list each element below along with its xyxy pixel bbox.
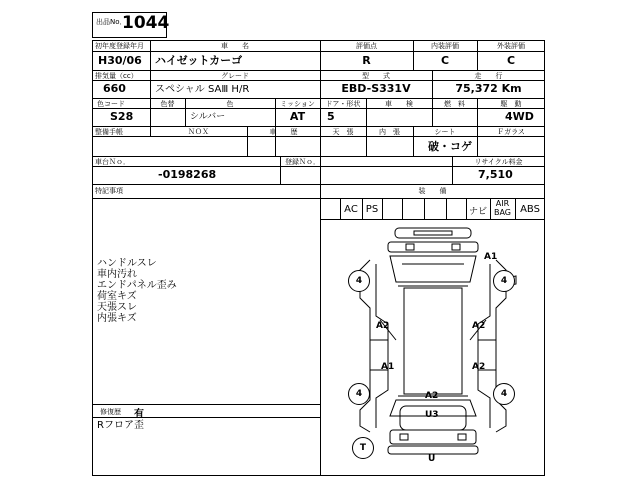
label-chassis: 車台Ｎｏ． xyxy=(95,158,130,166)
interior-value: C xyxy=(440,54,450,67)
chassis-value: -0198268 xyxy=(158,168,217,181)
color-value: シルバー xyxy=(190,112,226,122)
color-code-value: S28 xyxy=(110,110,134,123)
remark-line: エンドパネル歪み xyxy=(97,280,177,291)
label-upholstery: 内 張 xyxy=(379,128,400,136)
remark-line: ハンドルスレ xyxy=(97,258,157,269)
mileage-value: 75,372 Km xyxy=(455,82,522,95)
label-exterior: 外装評価 xyxy=(497,42,525,50)
label-grade: グレード xyxy=(221,72,249,80)
repair-value: 有 xyxy=(134,409,144,420)
reg-year-value: H30/06 xyxy=(98,54,142,67)
label-model: 型 式 xyxy=(362,72,390,80)
score-value: R xyxy=(362,54,371,67)
seat-value: 破・コゲ xyxy=(428,140,472,153)
car-diagram xyxy=(320,220,545,476)
equip-ac: AC xyxy=(344,204,358,215)
label-recycle: リサイクル料金 xyxy=(474,158,523,166)
equip-ps: PS xyxy=(365,204,379,215)
remark-line: 内張キズ xyxy=(97,313,137,324)
label-score: 評価点 xyxy=(356,42,377,50)
label-color-change: 色替 xyxy=(160,100,175,108)
equip-navi: ナビ xyxy=(468,207,487,217)
label-inspection: 車 検 xyxy=(385,100,413,108)
damage-mark: A2 xyxy=(425,391,439,401)
label-color-code: 色コード xyxy=(97,100,125,108)
label-color: 色 xyxy=(226,100,234,108)
damage-mark: U xyxy=(428,454,436,464)
label-history: 車 歴 xyxy=(269,128,298,136)
label-f-glass: Ｆガラス xyxy=(497,128,525,136)
label-interior: 内装評価 xyxy=(431,42,459,50)
label-maintenance-notes: 整備手帳 xyxy=(95,128,123,136)
remark-line: 天張スレ xyxy=(97,302,137,313)
label-repair: 修復歴 xyxy=(100,408,121,416)
damage-mark: A2 xyxy=(472,321,486,331)
label-reg-no: 登録Ｎｏ． xyxy=(285,158,320,166)
label-equipment: 装 備 xyxy=(418,187,447,195)
tire-front-left-mark: 4 xyxy=(348,270,370,292)
damage-mark: A1 xyxy=(484,252,498,262)
doors-value: 5 xyxy=(327,110,335,123)
damage-mark: A2 xyxy=(376,321,390,331)
remarks-list xyxy=(97,258,177,324)
label-car-name: 車 名 xyxy=(221,42,249,50)
label-doors: ドア・形状 xyxy=(325,100,361,108)
label-sunroof: 天 張 xyxy=(332,128,354,136)
label-fuel: 燃 料 xyxy=(444,100,465,108)
exterior-value: C xyxy=(506,54,516,67)
displacement-value: 660 xyxy=(103,82,126,95)
grade-value: スペシャル SAⅢ H/R xyxy=(155,84,250,95)
tire-rear-left-mark: 4 xyxy=(348,383,370,405)
label-seat: シート xyxy=(434,128,456,136)
remark-line: 車内汚れ xyxy=(97,269,137,280)
label-displacement: 排気量（cc） xyxy=(95,72,138,80)
damage-mark: A1 xyxy=(381,362,395,372)
tire-front-right-mark: 4 xyxy=(493,270,515,292)
model-value: EBD-S331V xyxy=(341,82,411,95)
label-mileage: 走 行 xyxy=(474,72,503,80)
label-transmission: ミッション xyxy=(280,100,315,108)
equip-abs: ABS xyxy=(520,204,540,215)
spare-tire-mark: T xyxy=(352,437,374,459)
damage-mark: A2 xyxy=(472,362,486,372)
remark-line: 荷室キズ xyxy=(97,291,137,302)
repair-note: Rフロア歪 xyxy=(97,420,144,431)
label-reg-year: 初年度登録年月 xyxy=(95,42,144,50)
lot-label: 出品No． xyxy=(96,18,127,26)
equip-airbag: AIR BAG xyxy=(493,199,512,217)
transmission-value: AT xyxy=(289,110,306,123)
damage-mark: U3 xyxy=(425,410,439,420)
label-remarks: 特記事項 xyxy=(95,187,123,195)
lot-number: 1044 xyxy=(122,13,170,33)
tire-rear-right-mark: 4 xyxy=(493,383,515,405)
label-nox: ＮＯＸ xyxy=(188,128,209,136)
recycle-value: 7,510 xyxy=(478,168,513,181)
car-name-value: ハイゼットカーゴ xyxy=(155,54,243,67)
label-drive: 駆 動 xyxy=(500,100,522,108)
drive-value: 4WD xyxy=(505,110,534,123)
